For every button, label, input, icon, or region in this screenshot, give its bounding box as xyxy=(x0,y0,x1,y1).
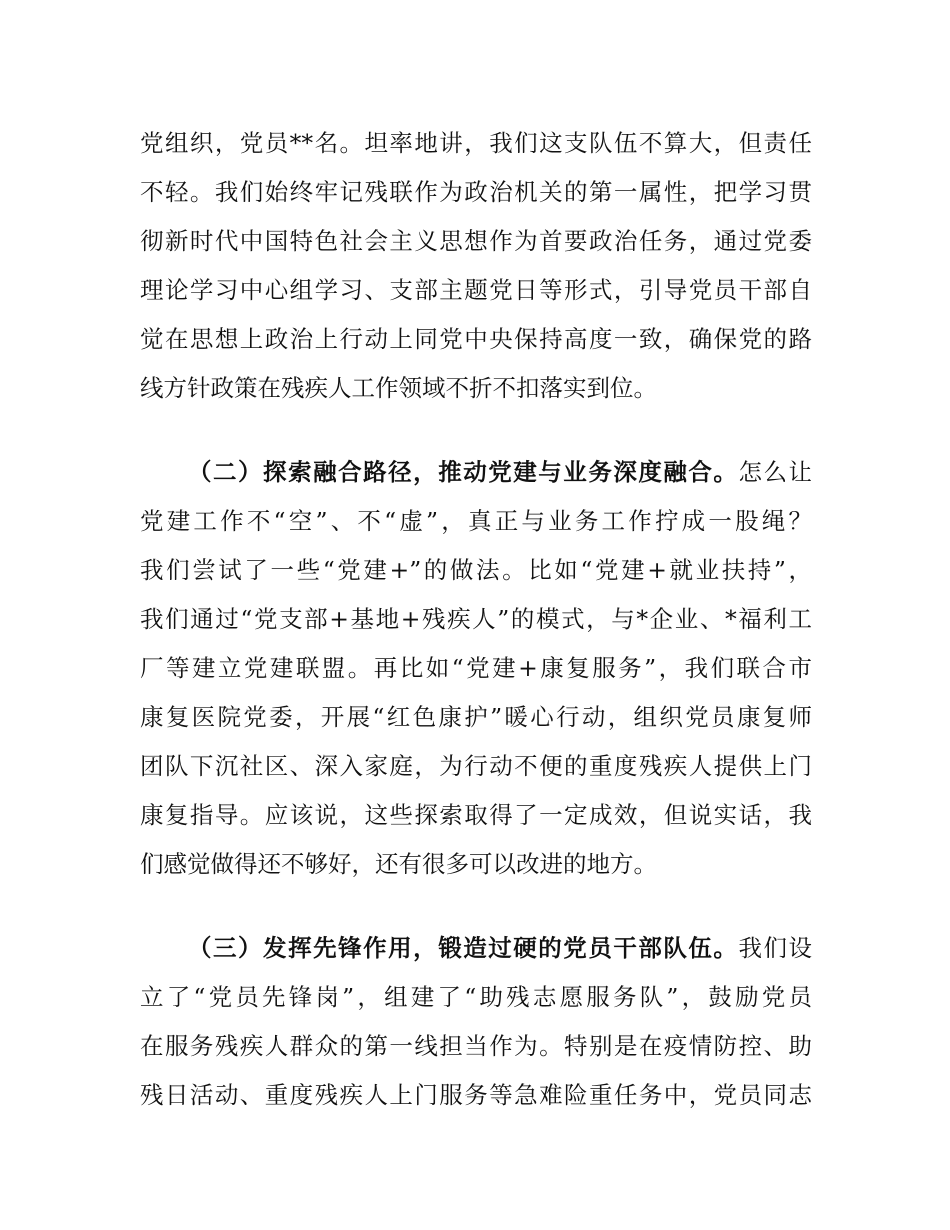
text-line: 线方针政策在残疾人工作领域不折不扣落实到位。 xyxy=(140,374,657,402)
text-line: 理论学习中心组学习、支部主题党日等形式，引导党员干部自 xyxy=(140,276,812,304)
paragraph-1 xyxy=(140,119,812,413)
text-line: 立了“党员先锋岗”，组建了“助残志愿服务队”，鼓励党员 xyxy=(140,983,812,1011)
text-line: 康复指导。应该说，这些探索取得了一定成效，但说实话，我 xyxy=(140,801,812,829)
document-page xyxy=(140,119,812,1155)
paragraph-heading-line xyxy=(140,448,812,497)
text-line: 党组织，党员**名。坦率地讲，我们这支队伍不算大，但责任 xyxy=(140,129,812,157)
text-line: 康复医院党委，开展“红色康护”暖心行动，组织党员康复师 xyxy=(140,703,812,731)
text-line: 觉在思想上政治上行动上同党中央保持高度一致，确保党的路 xyxy=(140,325,812,353)
text-line: 们感觉做得还不够好，还有很多可以改进的地方。 xyxy=(140,850,657,878)
text-line: 残日活动、重度残疾人上门服务等急难险重任务中，党员同志 xyxy=(140,1081,812,1109)
text-line: 在服务残疾人群众的第一线担当作为。特别是在疫情防控、助 xyxy=(140,1032,812,1060)
heading-line-rest: 我们设 xyxy=(738,934,813,962)
section-heading: （二）探索融合路径，推动党建与业务深度融合。 xyxy=(188,458,739,486)
text-line: 团队下沉社区、深入家庭，为行动不便的重度残疾人提供上门 xyxy=(140,752,812,780)
text-line: 我们通过“党支部+基地+残疾人”的模式，与*企业、*福利工 xyxy=(140,605,812,633)
text-line: 厂等建立党建联盟。再比如“党建+康复服务”，我们联合市 xyxy=(140,654,812,682)
paragraph-3 xyxy=(140,924,812,1120)
text-line: 党建工作不“空”、不“虚”，真正与业务工作拧成一股绳？ xyxy=(140,507,812,535)
section-heading: （三）发挥先锋作用，锻造过硬的党员干部队伍。 xyxy=(188,934,739,962)
text-line: 彻新时代中国特色社会主义思想作为首要政治任务，通过党委 xyxy=(140,227,812,255)
heading-line-rest: 怎么让 xyxy=(738,458,813,486)
text-line: 我们尝试了一些“党建+”的做法。比如“党建+就业扶持”， xyxy=(140,556,812,584)
text-line: 不轻。我们始终牢记残联作为政治机关的第一属性，把学习贯 xyxy=(140,178,812,206)
paragraph-2 xyxy=(140,448,812,889)
paragraph-heading-line xyxy=(140,924,812,973)
